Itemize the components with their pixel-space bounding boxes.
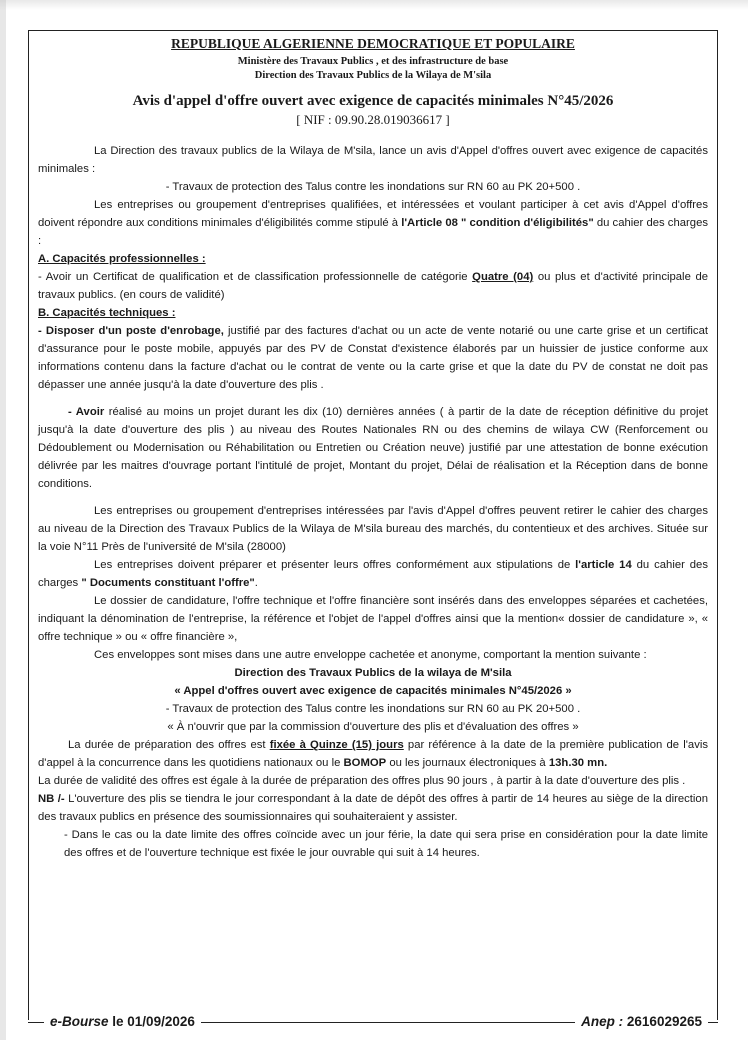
nb-label: NB /-	[38, 793, 65, 805]
intro-paragraph: La Direction des travaux publics de la Wilaya de M'sila, lance un avis d'Appel d'offres ouvert avec exigence de capacités minimales :	[38, 145, 708, 175]
nb-paragraph	[38, 790, 708, 826]
section-b-item-2	[38, 403, 708, 493]
duration-text: La durée de préparation des offres est	[68, 739, 270, 751]
direction-line: Direction des Travaux Publics de la Wilaya de M'sila	[254, 70, 492, 81]
duration-days: fixée à Quinze (15) jours	[269, 739, 404, 751]
asphalt-plant-text: justifié par des factures d'achat ou un acte de vente notarié ou une carte grise et un certificat d'assurance pour le poste mobile, appuyés par des PV de Constat d'existence élaborés par un huissier de justice conforme aux informations contenu dans la facture d'achat ou le contrat de vente ou la carte grise et que la date du PV de constat ne doit pas dépasser une année jusqu'à la date d'ouverture des plis .	[38, 325, 709, 391]
notice-title: Avis d'appel d'offre ouvert avec exigence de capacités minimales N°45/2026	[132, 93, 614, 109]
validity-paragraph: La durée de validité des offres est égale à la durée de préparation des offres plus 90 jours , à partir à la date d'ouverture des plis .	[38, 775, 686, 787]
withdraw-paragraph: Les entreprises ou groupement d'entreprises intéressées par l'avis d'Appel d'offres peuvent retirer le cahier des charges au niveau de la Direction des Travaux Publics de la Wilaya de M'sila bureau des marchés, du contentieux et des archives. Située sur la voie N°11 Près de l'université de M'sila (28000)	[38, 505, 708, 553]
scan-top-shadow	[0, 0, 748, 10]
nb-text: L'ouverture des plis se tiendra le jour correspondant à la date de dépôt des offres à partir de 14 heures au siège de la direction des travaux publics en présence des soumissionnaires qui souhaiteraient y assister.	[38, 793, 708, 823]
duration-mid2: ou les journaux électroniques à	[386, 757, 549, 769]
eligibility-text: Les entreprises ou groupement d'entreprises qualifiées, et intéressées et voulant participer à cet avis d'Appel d'offres doivent répondre aux conditions minimales d'éligibilités comme stipulé à	[38, 199, 708, 229]
category-value: Quatre (04)	[472, 271, 534, 283]
prepare-text: Les entreprises doivent préparer et présenter leurs offres conformément aux stipulations de	[94, 559, 576, 571]
object-line: - Travaux de protection des Talus contre les inondations sur RN 60 au PK 20+500 .	[165, 181, 581, 193]
nif-number: [ NIF : 09.90.28.019036617 ]	[296, 112, 450, 127]
duration-mid: par référence à la date de la première publication de l'avis d'appel à la concurrence dans les quotidiens nationaux ou le	[38, 739, 708, 769]
prepare-documents: " Documents constituant l'offre"	[81, 577, 255, 589]
footer-source-name: e-Bourse	[50, 1014, 109, 1029]
eligibility-paragraph	[38, 196, 708, 250]
footer-anep-number: 2616029265	[626, 1014, 702, 1029]
scan-left-edge	[0, 0, 6, 1040]
mention-direction: Direction des Travaux Publics de la wilaya de M'sila	[234, 667, 512, 679]
republic-heading: REPUBLIQUE ALGERIENNE DEMOCRATIQUE ET POPULAIRE	[171, 36, 575, 51]
project-requirement: - Avoir	[68, 406, 105, 418]
outer-envelope-paragraph: Ces enveloppes sont mises dans une autre enveloppe cachetée et anonyme, comportant la mention suivante :	[94, 649, 647, 661]
prepare-end: .	[254, 577, 258, 589]
prepare-article: l'article 14	[575, 559, 632, 571]
mention-object: - Travaux de protection des Talus contre les inondations sur RN 60 au PK 20+500 .	[165, 703, 581, 715]
section-a-text-start: - Avoir un Certificat de qualification et de classification professionnelle de catégorie	[38, 271, 473, 283]
holiday-paragraph: - Dans le cas ou la date limite des offres coïncide avec un jour férie, la date qui sera prise en considération pour la date limite des offres et de l'ouverture technique est fixée le jour ouvrable qui suit à 14 heures.	[64, 829, 708, 859]
section-a-heading: A. Capacités professionnelles :	[38, 253, 206, 265]
eligibility-article: l'Article 08 " condition d'éligibilités"	[401, 217, 594, 229]
notice-footer	[28, 1012, 718, 1032]
section-b-heading: B. Capacités techniques :	[38, 307, 176, 319]
footer-date: le 01/09/2026	[112, 1014, 195, 1029]
mention-opening: « À n'ouvrir que par la commission d'ouverture des plis et d'évaluation des offres »	[167, 721, 579, 733]
footer-anep	[575, 1012, 708, 1032]
prepare-mid: du cahier des charges	[38, 559, 708, 589]
asphalt-plant-requirement: - Disposer d'un poste d'enrobage,	[38, 325, 224, 337]
footer-source	[44, 1012, 201, 1032]
duration-paragraph	[38, 736, 708, 772]
mention-tender: « Appel d'offres ouvert avec exigence de capacités minimales N°45/2026 »	[174, 685, 572, 697]
section-a-text-end: ou plus et d'activité principale de travaux publics. (en cours de validité)	[38, 271, 709, 301]
envelopes-paragraph: Le dossier de candidature, l'offre technique et l'offre financière sont insérés dans des enveloppes séparées et cachetées, indiquant la dénomination de l'entreprise, la référence et l'objet de l'appel d'offres ainsi que la mention« dossier de candidature », « offre technique » ou « offre financière »,	[38, 595, 708, 643]
eligibility-tail: du cahier des charges :	[38, 217, 708, 247]
ministry-line: Ministère des Travaux Publics , et des infrastructure de base	[237, 56, 509, 67]
section-b-item-1	[38, 322, 708, 394]
notice-header	[38, 36, 708, 128]
prepare-paragraph	[38, 556, 708, 592]
duration-time: 13h.30 mn.	[548, 757, 608, 769]
notice-content	[38, 34, 708, 862]
section-a-text	[38, 268, 708, 304]
bomop-label: BOMOP	[343, 757, 387, 769]
project-requirement-text: réalisé au moins un projet durant les dix (10) dernières années ( à partir de la date de réception définitive du projet jusqu'à la date d'ouverture des plis ) au niveau des Routes Nationales RN ou des chemins de wilaya CW (Renforcement ou Dédoublement ou Modernisation ou Réhabilitation ou Entretien ou Création neuve) justifié par une attestation de bonne exécution délivrée par les maitres d'ouvrage portant l'intitulé de projet, Montant du projet, Délai de réalisation et la Réception dans de bonne conditions.	[38, 406, 708, 490]
footer-anep-label: Anep :	[581, 1014, 624, 1029]
